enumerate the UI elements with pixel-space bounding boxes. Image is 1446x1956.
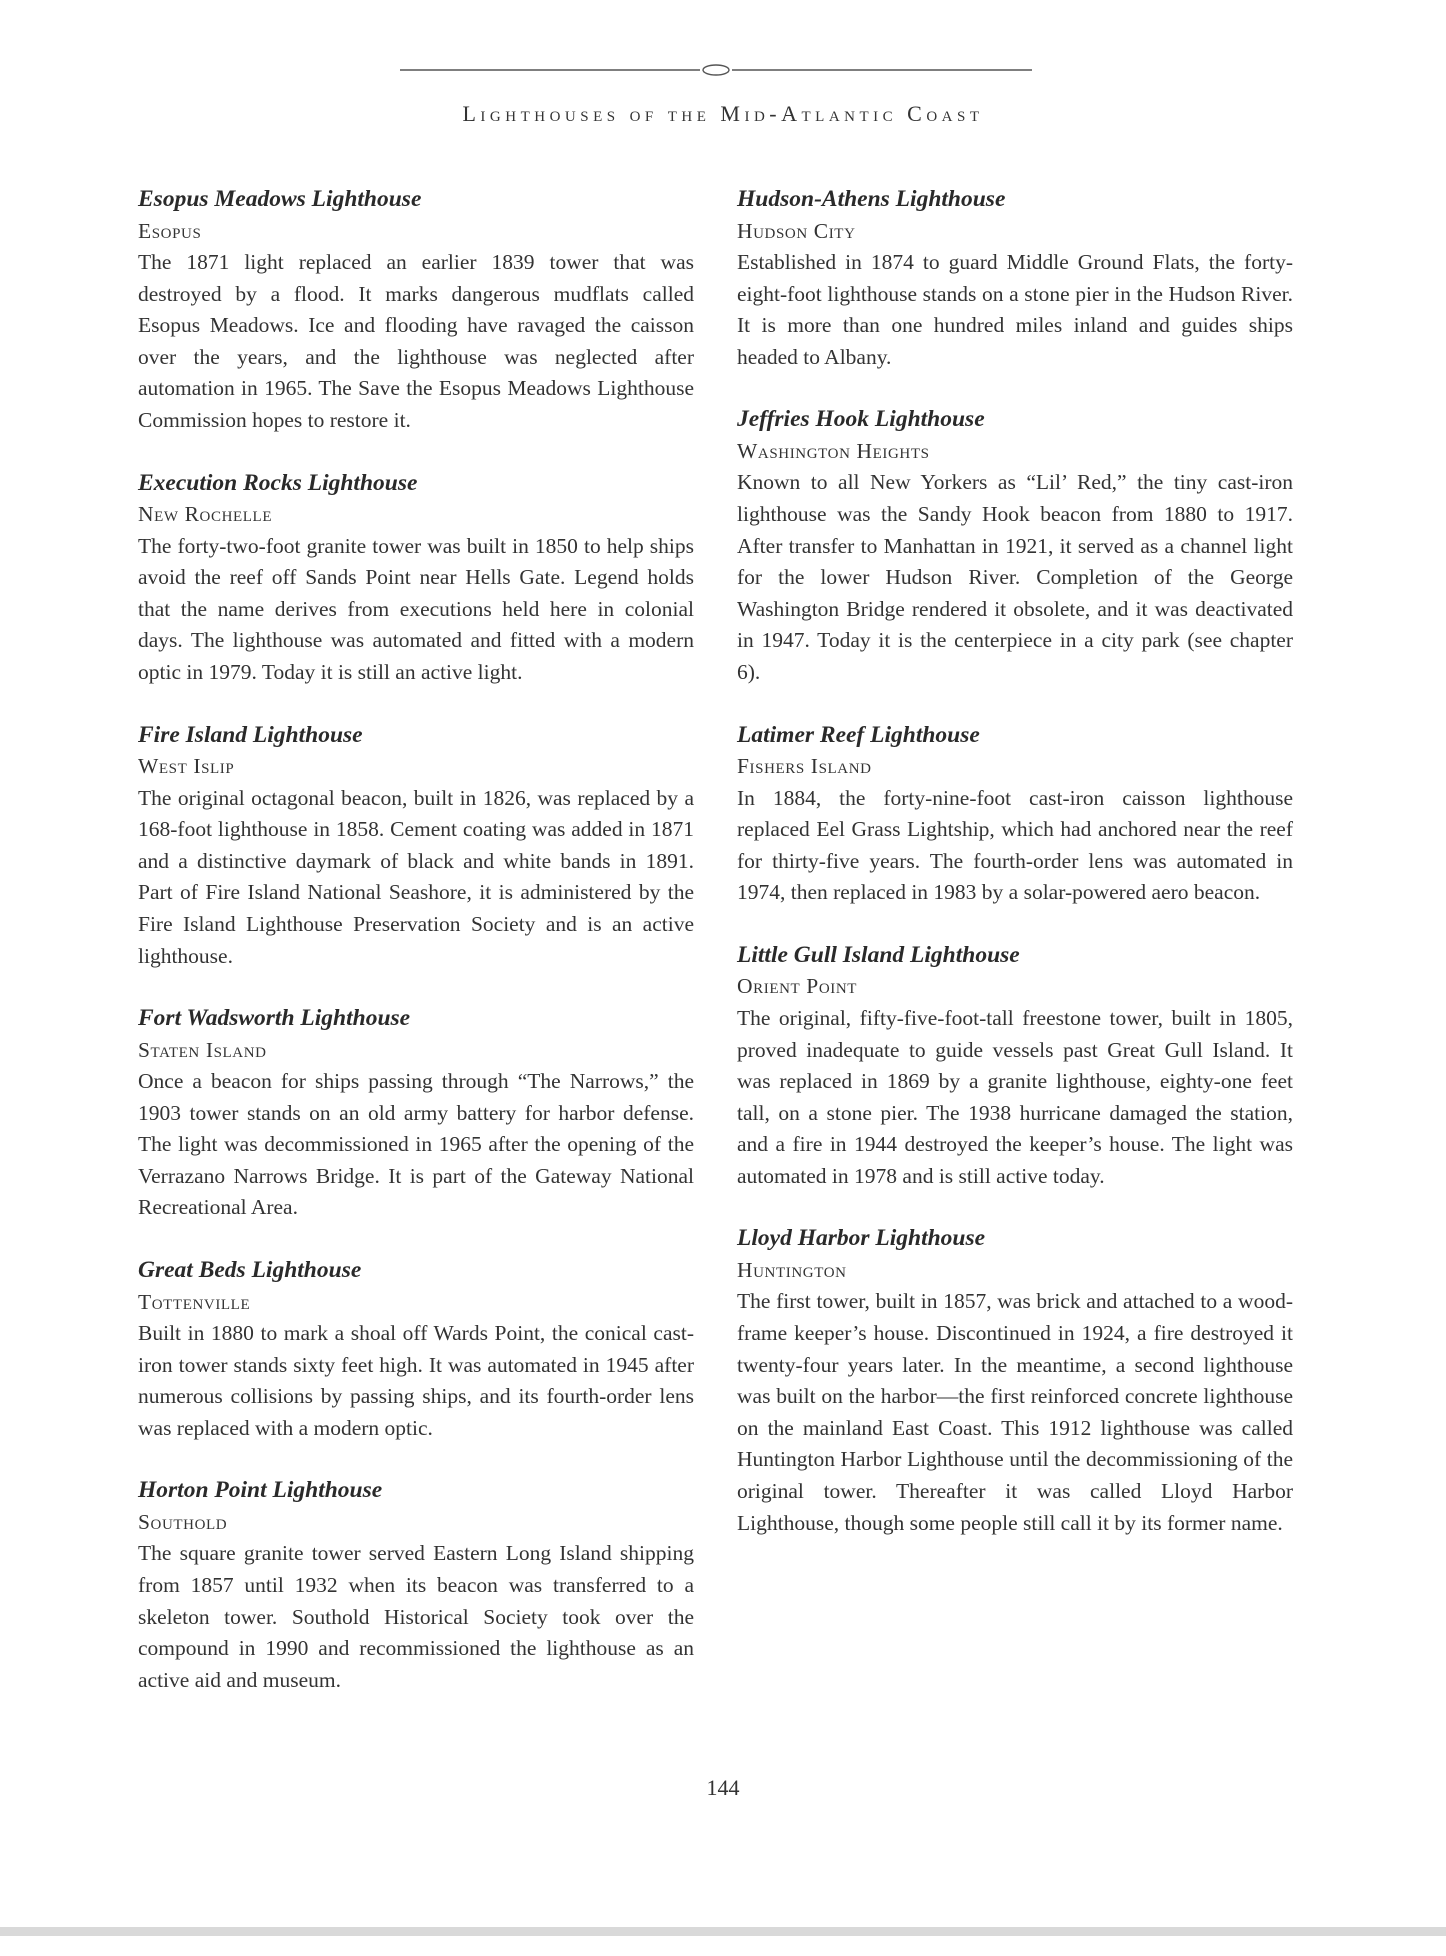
entry-title: Hudson-Athens Lighthouse: [737, 186, 1006, 212]
entry-horton-point: [138, 1475, 694, 1696]
entry-location: Fishers Island: [737, 754, 872, 779]
entry-jeffries-hook: [737, 404, 1293, 688]
entry-location: Esopus: [138, 218, 202, 243]
entry-location: Tottenville: [138, 1289, 251, 1314]
viewer-bottom-bar: [0, 1927, 1446, 1936]
entry-execution-rocks: [138, 468, 694, 689]
entry-little-gull-island: [737, 940, 1293, 1193]
left-column: [138, 184, 694, 1727]
entry-fire-island: [138, 720, 694, 973]
entry-esopus-meadows: [138, 184, 694, 437]
header-ornament-rule: [400, 60, 1032, 80]
entry-location: Staten Island: [138, 1037, 267, 1062]
entry-location: West Islip: [138, 754, 235, 779]
entry-fort-wadsworth: [138, 1003, 694, 1224]
entry-location: Washington Heights: [737, 438, 930, 463]
right-column: [737, 184, 1293, 1570]
entry-title: Little Gull Island Lighthouse: [737, 941, 1020, 968]
entry-title: Esopus Meadows Lighthouse: [138, 186, 422, 212]
entry-title: Latimer Reef Lighthouse: [737, 721, 980, 748]
entry-hudson-athens: [737, 184, 1293, 373]
entry-title: Great Beds Lighthouse: [138, 1257, 362, 1284]
entry-location: Orient Point: [737, 974, 858, 999]
entry-body: Known to all New Yorkers as “Lil’ Red,” the tiny cast-iron lighthouse was the Sandy Hook beacon from 1880 to 1917. After transfer to Manhattan in 1921, it served as a channel light for the lower Hudson River. Completion of the George Washington Bridge rendered it obsolete, and it was deactivated in 1947. Today it is the centerpiece in a city park (see chapter 6).: [737, 470, 1293, 684]
entry-body: The first tower, built in 1857, was brick and attached to a wood-frame keeper’s house. Discontinued in 1924, a fire destroyed it twenty-four years later. In the meantime, a second lighthouse was built on the harbor—the first reinforced concrete lighthouse on the mainland East Coast. This 1912 lighthouse was called Huntington Harbor Lighthouse until the decommissioning of the original tower. Thereafter it was called Lloyd Harbor Lighthouse, though some people still call it by its former name.: [737, 1289, 1293, 1535]
entry-lloyd-harbor: [737, 1223, 1293, 1539]
entry-body: The original octagonal beacon, built in 1826, was replaced by a 168-foot lighthouse in 1858. Cement coating was added in 1871 and a distinctive daymark of black and white bands in 1891. Part of Fire Island National Seashore, it is administered by the Fire Island Lighthouse Preservation Society and is an active lighthouse.: [138, 785, 694, 968]
entry-body: The original, fifty-five-foot-tall freestone tower, built in 1805, proved inadequate to guide vessels past Great Gull Island. It was replaced in 1869 by a granite lighthouse, eighty-one feet tall, on a stone pier. The 1938 hurricane damaged the station, and a fire in 1944 destroyed the keeper’s house. The light was automated in 1978 and is still active today.: [737, 1005, 1293, 1188]
entry-body: Built in 1880 to mark a shoal off Wards Point, the conical cast-iron tower stands sixty feet high. It was automated in 1945 after numerous collisions by passing ships, and its fourth-order lens was replaced with a modern optic.: [138, 1321, 694, 1440]
entry-location: Southold: [138, 1509, 228, 1534]
running-head: Lighthouses of the Mid-Atlantic Coast: [462, 101, 984, 126]
entry-location: New Rochelle: [138, 502, 273, 527]
entry-great-beds: [138, 1255, 694, 1444]
entry-title: Fort Wadsworth Lighthouse: [138, 1005, 411, 1032]
entry-location: Hudson City: [737, 218, 856, 243]
entry-body: The square granite tower served Eastern Long Island shipping from 1857 until 1932 when its beacon was transferred to a skeleton tower. Southold Historical Society took over the compound in 1990 and recommissioned the lighthouse as an active aid and museum.: [138, 1541, 694, 1692]
entry-title: Execution Rocks Lighthouse: [138, 469, 418, 496]
entry-body: The forty-two-foot granite tower was built in 1850 to help ships avoid the reef off Sands Point near Hells Gate. Legend holds that the name derives from executions held here in colonial days. The lighthouse was automated and fitted with a modern optic in 1979. Today it is still an active light.: [138, 533, 694, 684]
entry-title: Jeffries Hook Lighthouse: [737, 406, 985, 433]
entry-title: Horton Point Lighthouse: [138, 1477, 383, 1504]
entry-title: Fire Island Lighthouse: [138, 721, 363, 748]
entry-latimer-reef: [737, 720, 1293, 909]
entry-body: Established in 1874 to guard Middle Ground Flats, the forty-eight-foot lighthouse stands on a stone pier in the Hudson River. It is more than one hundred miles inland and guides ships headed to Albany.: [737, 250, 1293, 369]
entry-body: The 1871 light replaced an earlier 1839 tower that was destroyed by a flood. It marks dangerous mudflats called Esopus Meadows. Ice and flooding have ravaged the caisson over the years, and the lighthouse was neglected after automation in 1965. The Save the Esopus Meadows Lighthouse Commission hopes to restore it.: [138, 250, 694, 432]
page-number: 144: [706, 1775, 740, 1800]
entry-body: In 1884, the forty-nine-foot cast-iron caisson lighthouse replaced Eel Grass Lightship, which had anchored near the reef for thirty-five years. The fourth-order lens was automated in 1974, then replaced in 1983 by a solar-powered aero beacon.: [737, 785, 1293, 905]
entry-location: Huntington: [737, 1257, 847, 1282]
entry-title: Lloyd Harbor Lighthouse: [737, 1225, 986, 1252]
entry-body: Once a beacon for ships passing through “The Narrows,” the 1903 tower stands on an old army battery for harbor defense. The light was decommissioned in 1965 after the opening of the Verrazano Narrows Bridge. It is part of the Gateway National Recreational Area.: [138, 1069, 694, 1220]
